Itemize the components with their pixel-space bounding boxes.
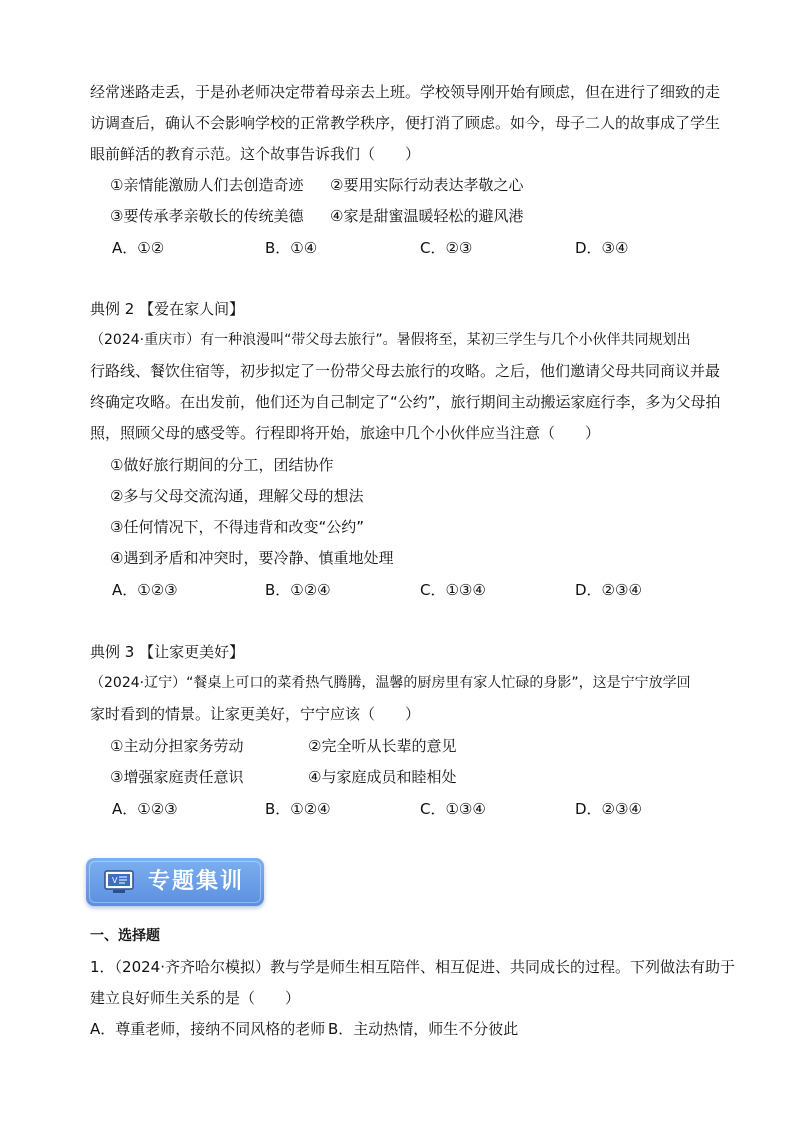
option-item: ④与家庭成员和睦相处 (308, 768, 457, 786)
answer-choice-b: B．主动热情，师生不分彼此 (328, 1020, 519, 1038)
question-text-line: 1．（2024·齐齐哈尔模拟）教与学是师生相互陪伴、相互促进、共同成长的过程。下列做法有助于 (90, 958, 735, 976)
answer-choice-a: A．①②③ (112, 800, 178, 818)
section-banner (86, 858, 264, 906)
question-text-line: 建立良好师生关系的是（ ） (90, 989, 301, 1007)
question-text-line: 终确定攻略。在出发前，他们还为自己制定了“公约”，旅行期间主动搬运家庭行李，多为父母拍 (90, 393, 721, 411)
option-item: ②要用实际行动表达孝敬之心 (330, 176, 524, 194)
example-heading: 典例 2 【爱在家人间】 (90, 300, 245, 318)
option-item: ③要传承孝亲敬长的传统美德 (110, 207, 304, 225)
option-item: ①亲情能激励人们去创造奇迹 (110, 176, 304, 194)
option-item: ④遇到矛盾和冲突时，要冷静、慎重地处理 (110, 549, 394, 567)
answer-choice-d: D．②③④ (575, 800, 642, 818)
question-text-line: 照，照顾父母的感受等。行程即将开始，旅途中几个小伙伴应当注意（ ） (90, 424, 601, 442)
example-heading: 典例 3 【让家更美好】 (90, 643, 245, 661)
answer-choice-c: C．①③④ (420, 800, 486, 818)
svg-text:V: V (112, 876, 118, 885)
banner-title: 专题集训 (148, 869, 245, 894)
question-text-line: （2024·重庆市）有一种浪漫叫“带父母去旅行”。暑假将至，某初三学生与几个小伙伴共同规划出 (90, 332, 691, 348)
option-item: ④家是甜蜜温暖轻松的避风港 (330, 207, 524, 225)
answer-choice-b: B．①②④ (265, 800, 331, 818)
answer-choice-d: D．③④ (575, 239, 629, 257)
question-text-line: 行路线、餐饮住宿等，初步拟定了一份带父母去旅行的攻略。之后，他们邀请父母共同商议并最 (90, 362, 721, 380)
question-text-line: 眼前鲜活的教育示范。这个故事告诉我们（ ） (90, 145, 421, 163)
answer-choice-a: A．尊重老师，接纳不同风格的老师 (90, 1020, 326, 1038)
option-item: ③增强家庭责任意识 (110, 768, 244, 786)
option-item: ②多与父母交流沟通，理解父母的想法 (110, 487, 364, 505)
answer-choice-d: D．②③④ (575, 581, 642, 599)
answer-choice-b: B．①④ (265, 239, 318, 257)
option-item: ②完全听从长辈的意见 (308, 737, 457, 755)
option-item: ①主动分担家务劳动 (110, 737, 244, 755)
answer-choice-a: A．①② (112, 239, 165, 257)
option-item: ①做好旅行期间的分工，团结协作 (110, 456, 334, 474)
question-text-line: 家时看到的情景。让家更美好，宁宁应该（ ） (90, 705, 421, 723)
section-title: 一、选择题 (90, 928, 160, 944)
screen-icon (104, 869, 134, 895)
question-text-line: 经常迷路走丢，于是孙老师决定带着母亲去上班。学校领导刚开始有顾虑，但在进行了细致的走 (90, 83, 721, 101)
answer-choice-c: C．①③④ (420, 581, 486, 599)
option-item: ③任何情况下，不得违背和改变“公约” (110, 518, 364, 536)
answer-choice-a: A．①②③ (112, 581, 178, 599)
answer-choice-b: B．①②④ (265, 581, 331, 599)
answer-choice-c: C．②③ (420, 239, 473, 257)
question-text-line: 访调查后，确认不会影响学校的正常教学秩序，便打消了顾虑。如今，母子二人的故事成了学生 (90, 114, 721, 132)
question-text-line: （2024·辽宁）“餐桌上可口的菜肴热气腾腾，温馨的厨房里有家人忙碌的身影”，这是宁宁放学回 (90, 675, 691, 691)
